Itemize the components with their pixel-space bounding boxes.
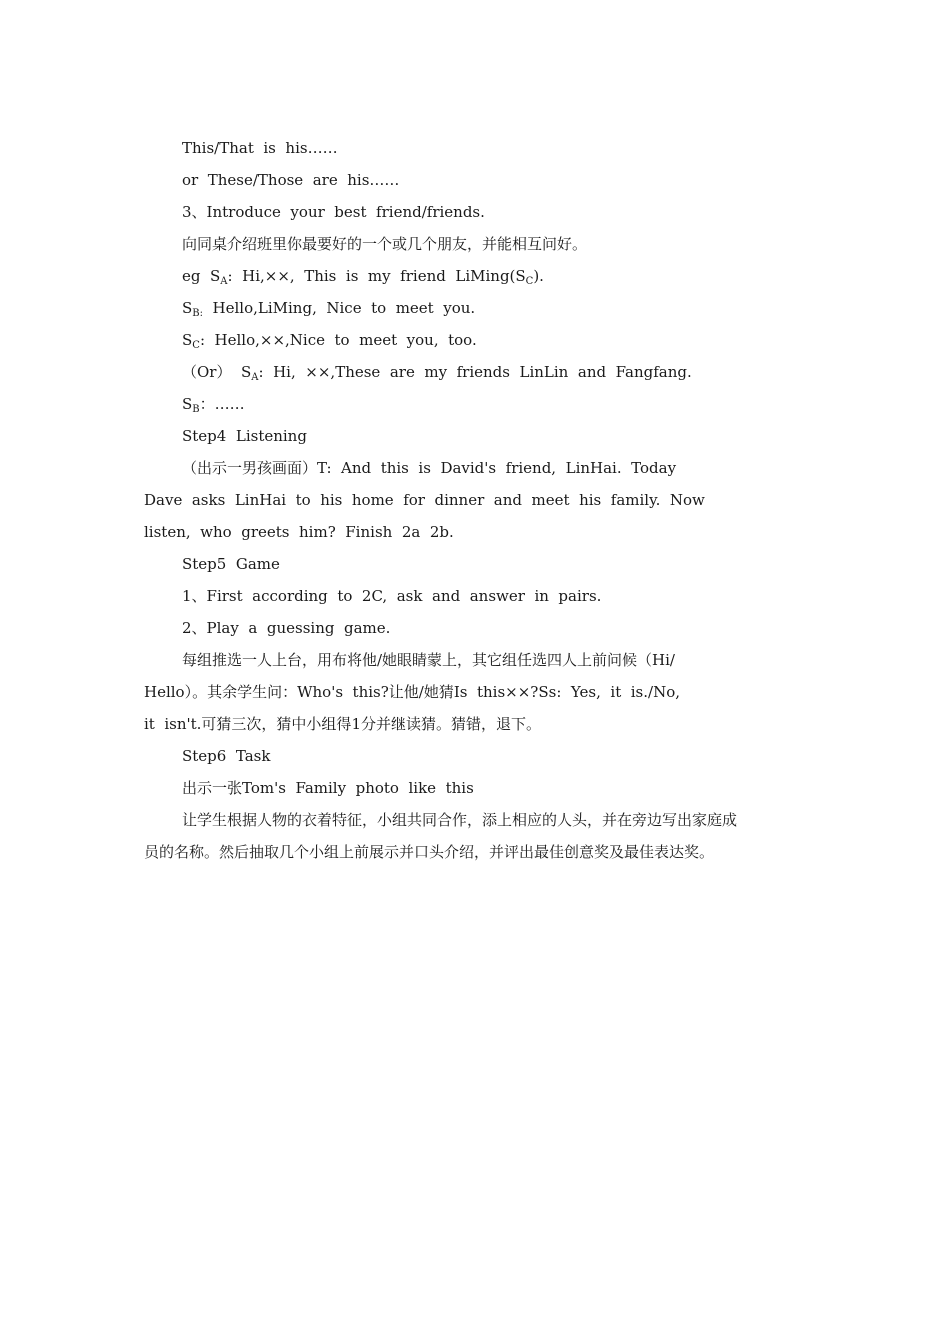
line-text: 1、First according to 2C, ask and answer in pairs. <box>182 587 602 605</box>
speaker-subscript: B <box>192 404 200 415</box>
line-text: it isn't.可猜三次，猜中小组得1分并继读猜。猜错，退下。 <box>144 715 541 733</box>
text-line <box>144 580 806 612</box>
text-line <box>144 772 806 804</box>
text-line <box>144 708 806 740</box>
line-text: 3、Introduce your best friend/friends. <box>182 203 485 221</box>
text-line <box>144 452 806 484</box>
text-line <box>144 836 806 868</box>
line-text: ：…… <box>199 395 245 413</box>
text-line <box>144 612 806 644</box>
line-text: listen, who greets him? Finish 2a 2b. <box>144 523 454 541</box>
line-text: 出示一张Tom's Family photo like this <box>182 779 474 797</box>
speaker-subscript: A <box>251 372 259 383</box>
line-text: This/That is his…… <box>182 139 338 157</box>
line-text: Hello）。其余学生问：Who's this?让他/她猜Is this××?Ss: Yes, it is./No, <box>144 683 680 701</box>
text-line <box>144 676 806 708</box>
line-text: （出示一男孩画面）T: And this is David's friend, LinHai. Today <box>182 459 677 477</box>
line-text: 向同桌介绍班里你最要好的一个或几个朋友，并能相互问好。 <box>182 235 588 253</box>
line-text: : Hi, ××,These are my friends LinLin and Fangfang. <box>258 363 692 381</box>
line-text: 让学生根据人物的衣着特征，小组共同合作，添上相应的人头，并在旁边写出家庭成 <box>182 811 738 829</box>
line-text: Step4 Listening <box>182 427 307 445</box>
dialogue-line <box>144 260 806 292</box>
speaker-subscript: C <box>525 276 534 287</box>
line-text: 每组推选一人上台，用布将他/她眼睛蒙上，其它组任选四人上前问候（Hi/ <box>182 651 675 669</box>
line-text: Hello,LiMing, Nice to meet you. <box>203 299 476 317</box>
text-line <box>144 228 806 260</box>
step-heading <box>144 420 806 452</box>
text-line <box>144 196 806 228</box>
speaker-subscript: A <box>220 276 228 287</box>
lesson-plan-text <box>144 132 806 868</box>
line-text: Step6 Task <box>182 747 271 765</box>
step-heading <box>144 548 806 580</box>
line-text: 员的名称。然后抽取几个小组上前展示并口头介绍，并评出最佳创意奖及最佳表达奖。 <box>144 843 715 861</box>
text-line <box>144 644 806 676</box>
dialogue-line <box>144 324 806 356</box>
text-line <box>144 164 806 196</box>
line-text: S <box>182 331 193 349</box>
line-text: : Hello,××,Nice to meet you, too. <box>199 331 477 349</box>
line-text: Dave asks LinHai to his home for dinner and meet his family. Now <box>144 491 705 509</box>
line-text: 2、Play a guessing game. <box>182 619 391 637</box>
line-text: : Hi,××, This is my friend LiMing(S <box>227 267 526 285</box>
step-heading <box>144 740 806 772</box>
text-line <box>144 516 806 548</box>
dialogue-line <box>144 388 806 420</box>
line-text: （Or） S <box>182 363 252 381</box>
dialogue-line <box>144 292 806 324</box>
text-line <box>144 484 806 516</box>
line-text: S <box>182 395 193 413</box>
line-text: Step5 Game <box>182 555 280 573</box>
text-line <box>144 132 806 164</box>
speaker-subscript: B: <box>192 308 203 319</box>
dialogue-line <box>144 356 806 388</box>
line-text: or These/Those are his…… <box>182 171 400 189</box>
line-text: ). <box>533 267 544 285</box>
speaker-subscript: C <box>192 340 200 351</box>
text-line <box>144 804 806 836</box>
line-text: eg S <box>182 267 221 285</box>
line-text: S <box>182 299 193 317</box>
